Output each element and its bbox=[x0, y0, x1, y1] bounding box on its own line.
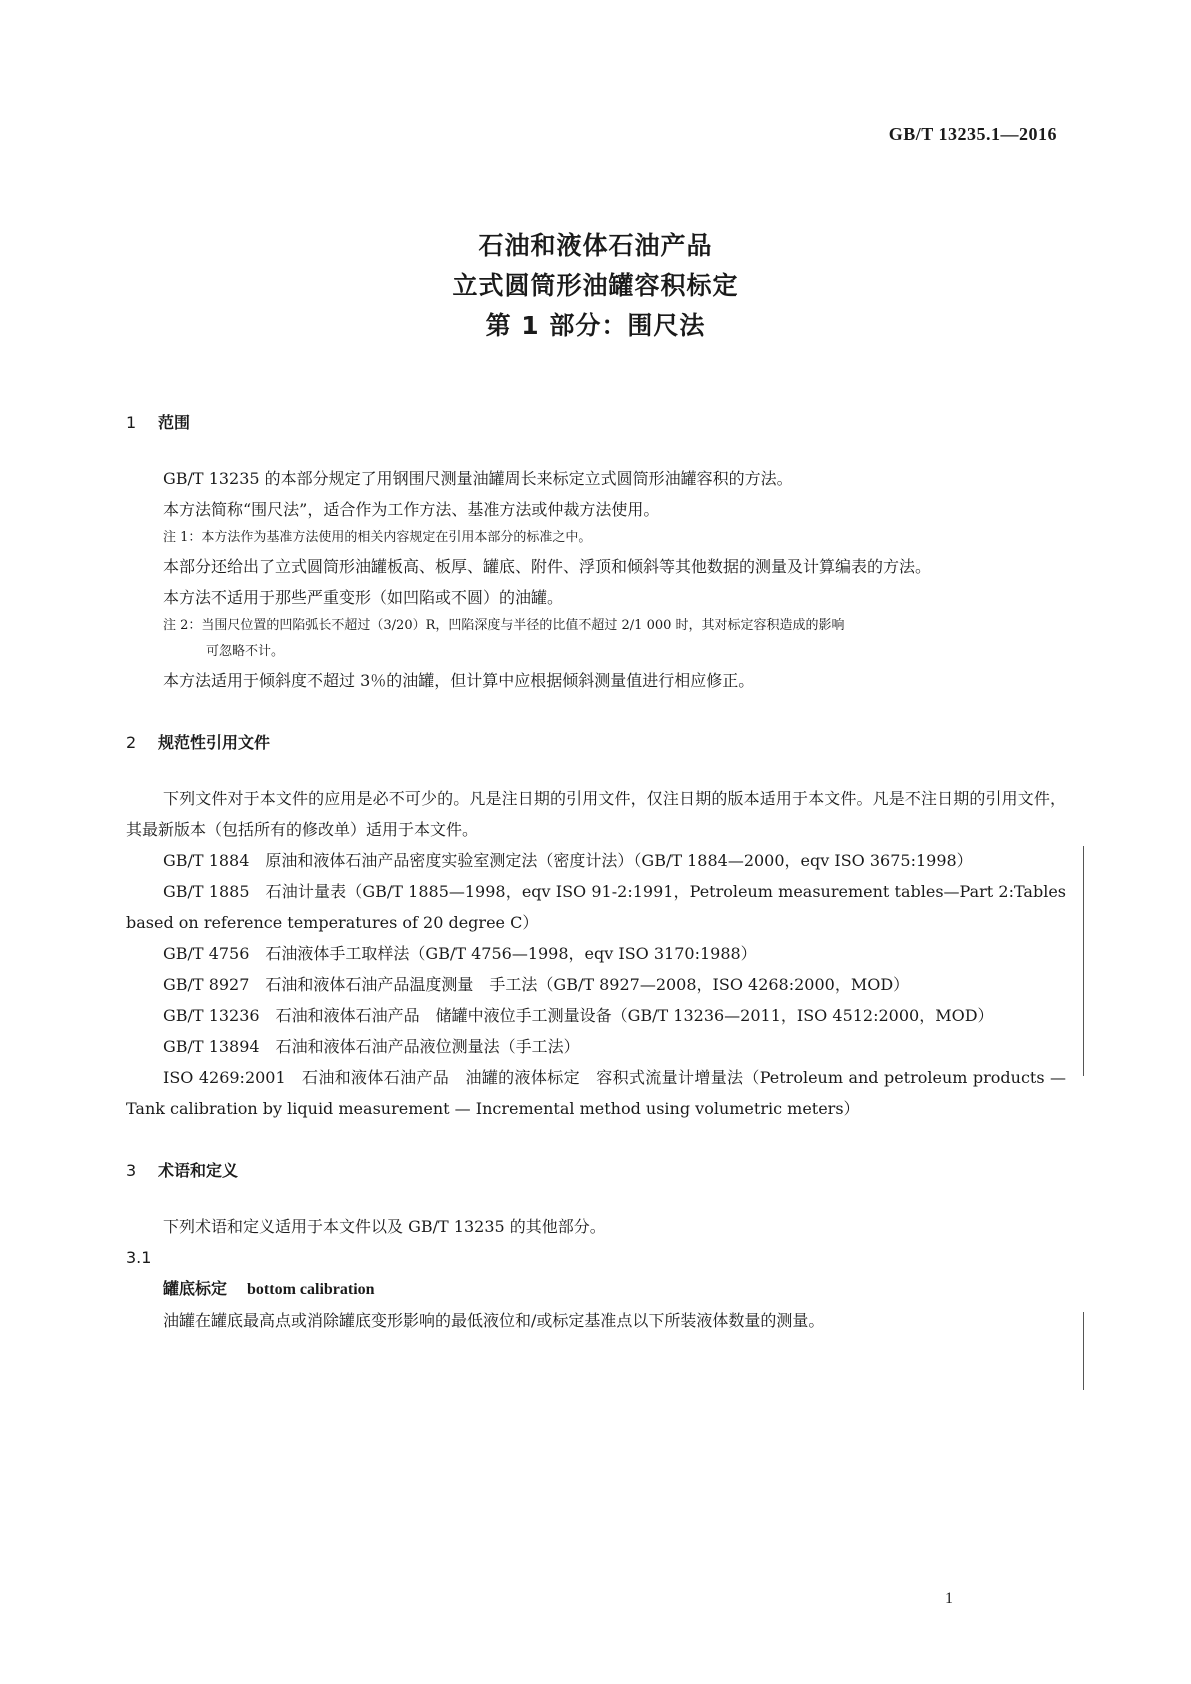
revision-bar bbox=[1083, 846, 1084, 1076]
paragraph: 下列文件对于本文件的应用是必不可少的。凡是注日期的引用文件，仅注日期的版本适用于本文件。凡是不注日期的引用文件，其最新版本（包括所有的修改单）适用于本文件。 bbox=[126, 789, 1066, 839]
paragraph: 下列术语和定义适用于本文件以及 GB/T 13235 的其他部分。 bbox=[163, 1217, 606, 1236]
section-number: 2 bbox=[126, 733, 137, 752]
reference-item bbox=[126, 1000, 1066, 1031]
reference-code: GB/T 1884 bbox=[163, 851, 250, 870]
title-line-1: 石油和液体石油产品 bbox=[478, 231, 713, 260]
section-number: 3 bbox=[126, 1161, 137, 1180]
reference-text: 石油液体手工取样法（GB/T 4756—1998，eqv ISO 3170:1988） bbox=[265, 944, 757, 963]
reference-code: GB/T 4756 bbox=[163, 944, 250, 963]
document-body bbox=[126, 410, 1066, 1336]
reference-item bbox=[126, 938, 1066, 969]
section-title: 范围 bbox=[158, 413, 191, 432]
reference-text: 石油和液体石油产品温度测量 手工法（GB/T 8927—2008，ISO 4268:2000，MOD） bbox=[265, 975, 910, 994]
page-number: 1 bbox=[945, 1590, 953, 1607]
term-english: bottom calibration bbox=[247, 1281, 375, 1298]
section-number: 1 bbox=[126, 413, 137, 432]
reference-item bbox=[126, 845, 1066, 876]
reference-item bbox=[126, 876, 1066, 938]
note: 注 1：本方法作为基准方法使用的相关内容规定在引用本部分的标准之中。 bbox=[163, 530, 592, 545]
section-3-heading bbox=[126, 1158, 1066, 1181]
paragraph: 本方法适用于倾斜度不超过 3％的油罐，但计算中应根据倾斜测量值进行相应修正。 bbox=[163, 671, 755, 690]
reference-item bbox=[126, 1031, 1066, 1062]
paragraph: 本部分还给出了立式圆筒形油罐板高、板厚、罐底、附件、浮顶和倾斜等其他数据的测量及计算编表的方法。 bbox=[163, 557, 932, 576]
standard-code: GB/T 13235.1—2016 bbox=[888, 124, 1057, 144]
section-title: 规范性引用文件 bbox=[158, 733, 271, 752]
reference-item bbox=[126, 969, 1066, 1000]
note: 注 2：当围尺位置的凹陷弧长不超过（3/20）R，凹陷深度与半径的比值不超过 2/1 000 时，其对标定容积造成的影响 bbox=[163, 618, 845, 633]
reference-text: 原油和液体石油产品密度实验室测定法（密度计法）（GB/T 1884—2000，eqv ISO 3675:1998） bbox=[265, 851, 973, 870]
clause-number: 3.1 bbox=[126, 1248, 152, 1267]
paragraph: 本方法简称“围尺法”，适合作为工作方法、基准方法或仲裁方法使用。 bbox=[163, 500, 660, 519]
revision-bar bbox=[1083, 1312, 1084, 1390]
term-definition: 油罐在罐底最高点或消除罐底变形影响的最低液位和/或标定基准点以下所装液体数量的测量。 bbox=[163, 1311, 825, 1330]
section-2-heading bbox=[126, 730, 1066, 753]
reference-text: 石油和液体石油产品 储罐中液位手工测量设备（GB/T 13236—2011，ISO 4512:2000，MOD） bbox=[275, 1006, 994, 1025]
reference-text: 石油计量表（GB/T 1885—1998，eqv ISO 91-2:1991，Petroleum measurement tables—Part 2:Tables based on reference temperatures of 20 degree C） bbox=[126, 882, 1066, 932]
note-continuation: 可忽略不计。 bbox=[206, 644, 285, 659]
reference-item bbox=[126, 1062, 1066, 1124]
reference-code: GB/T 1885 bbox=[163, 882, 250, 901]
reference-code: GB/T 13236 bbox=[163, 1006, 260, 1025]
title-line-2: 立式圆筒形油罐容积标定 bbox=[452, 271, 739, 300]
term-heading bbox=[126, 1273, 1066, 1305]
paragraph: GB/T 13235 的本部分规定了用钢围尺测量油罐周长来标定立式圆筒形油罐容积的方法。 bbox=[163, 469, 793, 488]
reference-code: GB/T 13894 bbox=[163, 1037, 260, 1056]
term-chinese: 罐底标定 bbox=[163, 1279, 228, 1298]
reference-code: ISO 4269:2001 bbox=[163, 1068, 286, 1087]
title-line-3: 第 1 部分：围尺法 bbox=[485, 311, 706, 340]
reference-text: 石油和液体石油产品液位测量法（手工法） bbox=[275, 1037, 580, 1056]
document-title bbox=[0, 226, 1191, 346]
section-title: 术语和定义 bbox=[158, 1161, 239, 1180]
reference-code: GB/T 8927 bbox=[163, 975, 250, 994]
section-1-heading bbox=[126, 410, 1066, 433]
reference-text: 石油和液体石油产品 油罐的液体标定 容积式流量计增量法（Petroleum and petroleum products — Tank calibration by liquid measurement — Incremental method using volumetric meters） bbox=[126, 1068, 1066, 1118]
paragraph: 本方法不适用于那些严重变形（如凹陷或不圆）的油罐。 bbox=[163, 588, 564, 607]
